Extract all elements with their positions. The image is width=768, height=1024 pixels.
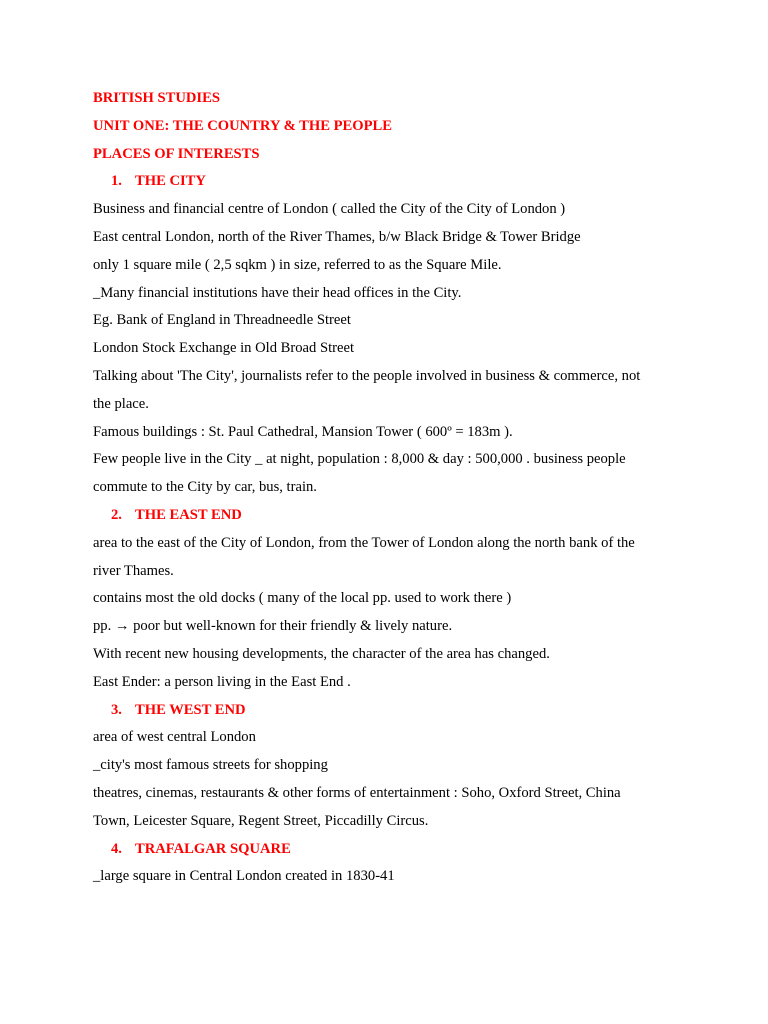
section-title: THE WEST END (135, 701, 246, 718)
body-line: only 1 square mile ( 2,5 sqkm ) in size, referred to as the Square Mile. (93, 256, 502, 273)
body-line: East Ender: a person living in the East End . (93, 673, 351, 690)
section-heading-the-west-end (93, 697, 693, 725)
course-title: BRITISH STUDIES (93, 90, 220, 106)
body-line: pp. → poor but well-known for their friendly & lively nature. (93, 618, 453, 635)
body-line: _Many financial institutions have their head offices in the City. (93, 284, 462, 301)
body-line: the place. (93, 395, 149, 412)
body-line: Famous buildings : St. Paul Cathedral, Mansion Tower ( 600º = 183m ). (93, 423, 513, 440)
body-line: theatres, cinemas, restaurants & other forms of entertainment : Soho, Oxford Street, China (93, 784, 621, 801)
section-number: 1. (111, 173, 122, 190)
body-line: commute to the City by car, bus, train. (93, 479, 317, 496)
body-line: river Thames. (93, 562, 174, 579)
body-line: Few people live in the City _ at night, population : 8,000 & day : 500,000 . business people (93, 451, 626, 468)
section-heading-trafalgar-square (93, 836, 693, 864)
section-title: TRAFALGAR SQUARE (135, 840, 291, 857)
section-heading-the-city (93, 168, 693, 196)
unit-title: UNIT ONE: THE COUNTRY & THE PEOPLE (93, 117, 392, 134)
body-line: _large square in Central London created in 1830-41 (93, 868, 395, 885)
section-title: THE CITY (135, 173, 206, 190)
body-line: With recent new housing developments, the character of the area has changed. (93, 645, 550, 662)
body-line: Business and financial centre of London ( called the City of the City of London ) (93, 201, 566, 218)
body-line: East central London, north of the River Thames, b/w Black Bridge & Tower Bridge (93, 228, 581, 245)
body-line: London Stock Exchange in Old Broad Street (93, 340, 355, 357)
body-line: contains most the old docks ( many of the local pp. used to work there ) (93, 590, 512, 607)
body-line: Town, Leicester Square, Regent Street, Piccadilly Circus. (93, 812, 429, 829)
body-line: _city's most famous streets for shopping (93, 757, 328, 774)
section-heading-the-east-end (93, 502, 693, 530)
body-line: Eg. Bank of England in Threadneedle Street (93, 312, 351, 329)
section-number: 4. (111, 840, 122, 857)
body-line: Talking about 'The City', journalists refer to the people involved in business & commerce, not (93, 367, 641, 384)
topic-title: PLACES OF INTERESTS (93, 145, 260, 162)
document-page (93, 85, 693, 891)
section-number: 3. (111, 701, 122, 718)
section-number: 2. (111, 506, 122, 523)
body-line: area to the east of the City of London, from the Tower of London along the north bank of the (93, 534, 635, 551)
body-line: area of west central London (93, 729, 256, 746)
section-title: THE EAST END (135, 506, 242, 523)
